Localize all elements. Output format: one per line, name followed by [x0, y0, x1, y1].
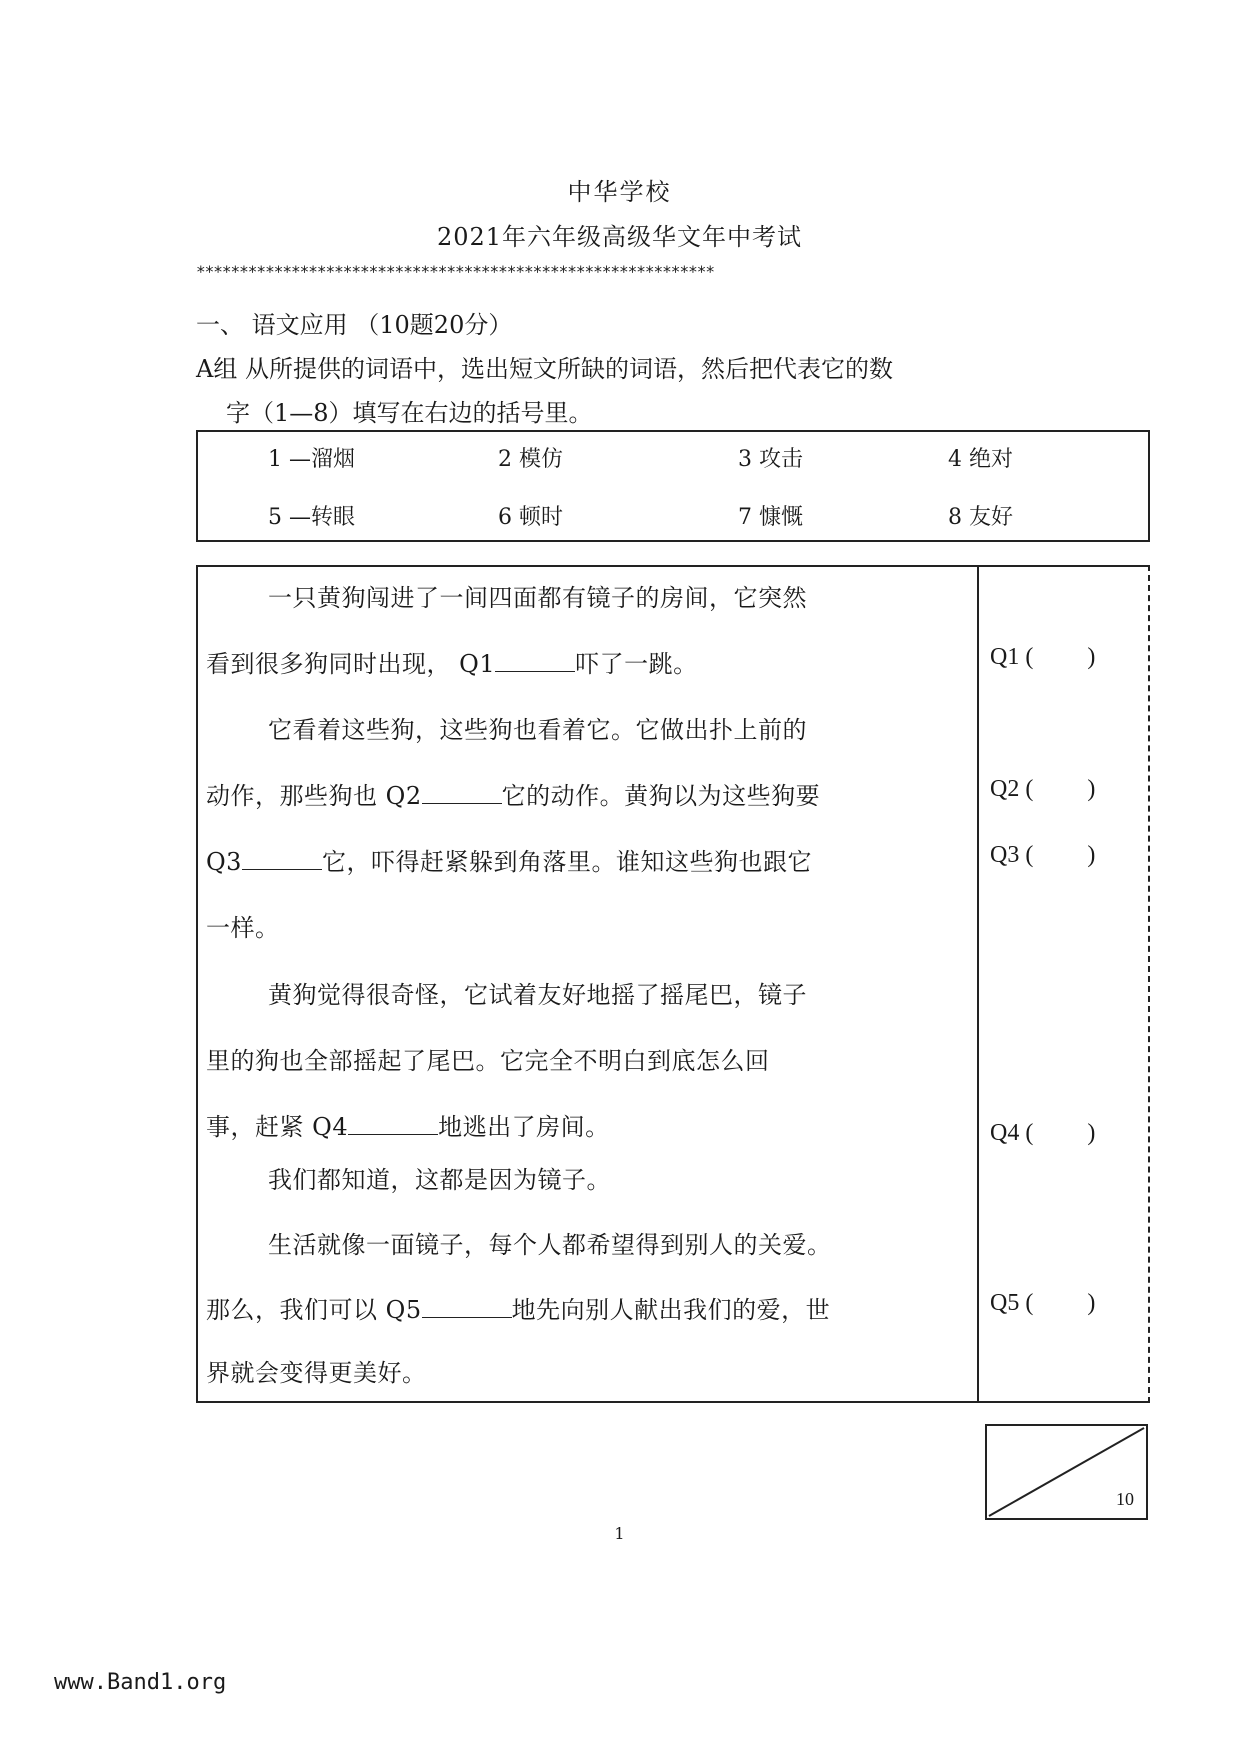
- word-bank-item: [948, 500, 1013, 531]
- passage-line: [206, 776, 820, 811]
- word-number: 3: [738, 447, 752, 472]
- passage-text: 它的动作。黄狗以为这些狗要: [501, 782, 821, 810]
- answer-blank: [422, 1299, 512, 1318]
- word-bank-item: [268, 500, 355, 531]
- question-marker: Q4: [312, 1113, 349, 1141]
- star-separator: ************************************************************: [196, 262, 714, 281]
- passage-text: 看到很多狗同时出现，: [206, 650, 451, 678]
- word-number: 4: [948, 447, 962, 472]
- answer-blank: [422, 785, 502, 804]
- section-title: 一、 语文应用 （10题20分）: [196, 311, 513, 339]
- answer-label: Q4: [990, 1120, 1020, 1146]
- passage-line: [206, 1290, 830, 1325]
- word-number: 5: [268, 505, 282, 530]
- score-total: 10: [1116, 1489, 1134, 1509]
- passage-line: 生活就像一面镜子，每个人都希望得到别人的关爱。: [268, 1231, 832, 1259]
- passage-text: 它，吓得赶紧躲到角落里。谁知这些狗也跟它: [321, 848, 812, 876]
- word-bank-item: [268, 442, 355, 473]
- question-marker: Q5: [385, 1296, 422, 1324]
- question-marker: Q3: [206, 848, 242, 876]
- open-paren: (: [1025, 644, 1034, 670]
- passage-line: 里的狗也全部摇起了尾巴。它完全不明白到底怎么回: [206, 1047, 770, 1075]
- open-paren: (: [1025, 842, 1034, 868]
- answer-label: Q1: [990, 644, 1020, 670]
- close-paren: ): [1087, 776, 1096, 802]
- page-number: 1: [614, 1524, 625, 1543]
- close-paren: ): [1087, 1290, 1096, 1316]
- word-text: 攻击: [759, 447, 804, 472]
- answer-label: Q3: [990, 842, 1020, 868]
- word-number: 1: [268, 447, 282, 472]
- passage-line: 我们都知道，这都是因为镜子。: [268, 1166, 611, 1194]
- word-number: 7: [738, 505, 752, 530]
- word-text: —转眼: [289, 505, 356, 530]
- word-number: 6: [498, 505, 512, 530]
- passage-line: [206, 842, 812, 877]
- passage-text: 吓了一跳。: [575, 650, 698, 678]
- answer-blank: [348, 1116, 438, 1135]
- word-bank-item: [498, 500, 563, 531]
- answer-column-divider: [977, 565, 979, 1403]
- instruction-line-2: 字（1—8）填写在右边的括号里。: [226, 399, 593, 427]
- answer-slot-q2[interactable]: [990, 776, 1095, 803]
- open-paren: (: [1025, 776, 1034, 802]
- passage-line: [206, 644, 698, 679]
- passage-line: 一样。: [206, 914, 280, 942]
- word-bank-item: [738, 442, 803, 473]
- answer-slot-q3[interactable]: [990, 842, 1095, 869]
- answer-slot-q4[interactable]: [990, 1120, 1095, 1147]
- passage-line: 界就会变得更美好。: [206, 1359, 427, 1387]
- answer-slot-q1[interactable]: [990, 644, 1095, 671]
- passage-text: 那么，我们可以: [206, 1296, 378, 1324]
- close-paren: ): [1087, 842, 1096, 868]
- answer-label: Q2: [990, 776, 1020, 802]
- school-name: 中华学校: [567, 178, 672, 206]
- word-bank-item: [498, 442, 563, 473]
- instruction-line-1: A组 从所提供的词语中，选出短文所缺的词语，然后把代表它的数: [196, 355, 893, 383]
- passage-text: 地逃出了房间。: [438, 1113, 610, 1141]
- passage-text: 地先向别人献出我们的爱，世: [511, 1296, 831, 1324]
- footer-url: www.Band1.org: [54, 1670, 227, 1695]
- passage-line: 黄狗觉得很奇怪，它试着友好地摇了摇尾巴，镜子: [268, 981, 807, 1009]
- word-text: —溜烟: [289, 447, 356, 472]
- word-text: 慷慨: [759, 505, 804, 530]
- answer-blank: [242, 851, 322, 870]
- passage-line: 一只黄狗闯进了一间四面都有镜子的房间，它突然: [268, 584, 807, 612]
- close-paren: ): [1087, 644, 1096, 670]
- passage-text: 动作，那些狗也: [206, 782, 378, 810]
- word-bank-box: [196, 430, 1150, 542]
- passage-line: 它看着这些狗，这些狗也看着它。它做出扑上前的: [268, 716, 807, 744]
- word-text: 友好: [969, 505, 1014, 530]
- open-paren: (: [1025, 1120, 1034, 1146]
- open-paren: (: [1025, 1290, 1034, 1316]
- word-text: 绝对: [969, 447, 1014, 472]
- answer-blank: [495, 653, 575, 672]
- score-box: [985, 1424, 1148, 1520]
- passage-line: [206, 1107, 610, 1142]
- answer-label: Q5: [990, 1290, 1020, 1316]
- exam-title: 2021年六年级高级华文年中考试: [436, 223, 803, 251]
- word-text: 模仿: [519, 447, 564, 472]
- word-text: 顿时: [519, 505, 564, 530]
- answer-slot-q5[interactable]: [990, 1290, 1095, 1317]
- word-bank-item: [948, 442, 1013, 473]
- question-marker: Q2: [385, 782, 422, 810]
- close-paren: ): [1087, 1120, 1096, 1146]
- question-marker: Q1: [459, 650, 496, 678]
- word-number: 2: [498, 447, 512, 472]
- word-bank-item: [738, 500, 803, 531]
- passage-text: 事，赶紧: [206, 1113, 304, 1141]
- word-number: 8: [948, 505, 962, 530]
